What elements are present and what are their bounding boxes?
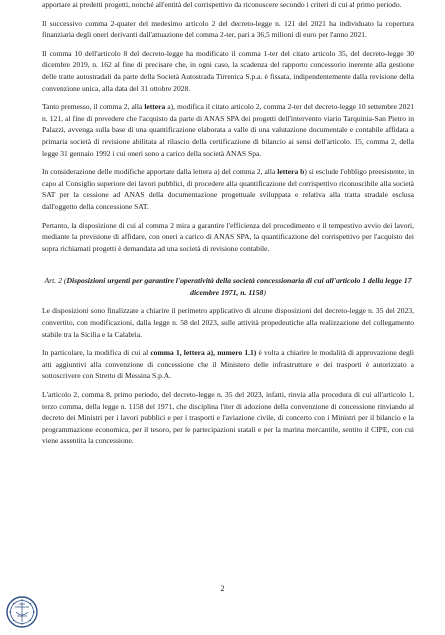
paragraph-pertanto: Pertanto, la disposizione di cui al comma 2 mira a garantire l'efficienza del procedimento e il tempestivo avvio dei lavori, mediante la previsione di affidare, con oneri a carico di ANAS SPA, la quantificazione del corrispettivo per l'acquisto dei sopra richiamati progetti è demandata ad una società di revisione contabile.: [42, 220, 414, 253]
article-heading: Art. 2 (Disposizioni urgenti per garantire l'operatività della società concessionaria di cui all'articolo 1 della legge 17 dicembre 1971, n. 1158): [44, 276, 412, 297]
paragraph-disposizioni: Le disposizioni sono finalizzate a chiarire il perimetro applicativo di alcune disposizioni del decreto-legge n. 35 del 2023, convertito, con modificazioni, dalla legge n. 58 del 2023, sulle attività propedeutiche alla realizzazione del collegamento stabile tra la Sicilia e la Calabria.: [42, 306, 414, 339]
document-page: [42, 0, 414, 447]
paragraph-comma-10: Il comma 10 dell'articolo 8 del decreto-legge ha modificato il comma 1-ter del citato articolo 35, del decreto-legge 30 dicembre 2019, n. 162 al fine di precisare che, in ogni caso, la scadenza del rapporto concessorio inerente alla gestione delle tratte autostradali da parte della Società Autostrada Tirrenica S.p.a. è fissata, indipendentemente dalla revisione della convenzione unica, alla data del 31 ottobre 2028.: [42, 48, 414, 93]
paragraph-comma-2-quater: Il successivo comma 2-quater del medesimo articolo 2 del decreto-legge n. 121 del 2021 ha individuato la copertura finanziaria degli oneri derivanti dall'attuazione del comma 2-ter, pari a 36,5 milioni di euro per l'anno 2021.: [42, 18, 414, 40]
bold-lettera-b: lettera b: [277, 167, 305, 177]
bold-comma-1: comma 1, lettera a), numero 1.1): [150, 348, 257, 358]
paragraph-lettera-a: Tanto premesso, il comma 2, alla lettera a), modifica il citato articolo 2, comma 2-ter del decreto-legge 10 settembre 2021 n. 121, al fine di prevedere che l'acquisto da parte di ANAS SPA dei progetti dell'intervento viario Tarquinia-San Pietro in Palazzi, avvenga sulla base di una quantificazione elaborata a valle di una valutazione documentale e contabile affidata a primaria società di revisione abilitata al rilascio della certificazione di bilancio ai sensi dell'articolo. 15, comma 2, della legge 31 gennaio 1992 i cui oneri sono a carico della società ANAS Spa.: [42, 102, 414, 158]
bold-lettera: lettera: [144, 102, 166, 112]
paragraph-in-particolare: In particolare, la modifica di cui al comma 1, lettera a), numero 1.1) è volta a chiarire le modalità di approvazione degli atti aggiuntivi alla convenzione di concessione che il Ministero delle infrastrutture e dei trasporti è autorizzato a sottoscrivere con Stretto di Messina S.p.A.: [42, 348, 414, 381]
page-number: 2: [220, 584, 225, 593]
paragraph-lettera-b: In considerazione delle modifiche apportate dalla lettera a) del comma 2, alla lettera b) si esclude l'obbligo preesistente, in capo al Consiglio superiore dei lavori pubblici, di procedere alla quantificazione del corrispettivo riconoscibile alla società SAT per la cessione ad ANAS della documentazione progettuale sviluppata e relativa alla tratta stradale esclusa dall'oggetto della concessione SAT.: [42, 167, 414, 211]
paragraph-articolo-2-comma-8: L'articolo 2, comma 8, primo periodo, del decreto-legge n. 35 del 2023, infatti, rinvia alla procedura di cui all'articolo 1, terzo comma, della legge n. 1158 del 1971, che disciplina l'iter di adozione della convenzione di concessione rinviando al decreto dei Ministri per i lavori pubblici e per i trasporti e l'aviazione civile, di concerto con i Ministri per il bilancio e la programmazione economica, per il tesoro, per le partecipazioni statali e per la marina mercantile, sentito il CIPE, con cui viene assentita la concessione.: [42, 390, 414, 446]
paragraph-continuation: apportare ai predetti progetti, nonché all'entità del corrispettivo da riconoscere secondo i criteri di cui al primo periodo.: [42, 0, 402, 9]
senate-seal-icon: [6, 596, 38, 628]
